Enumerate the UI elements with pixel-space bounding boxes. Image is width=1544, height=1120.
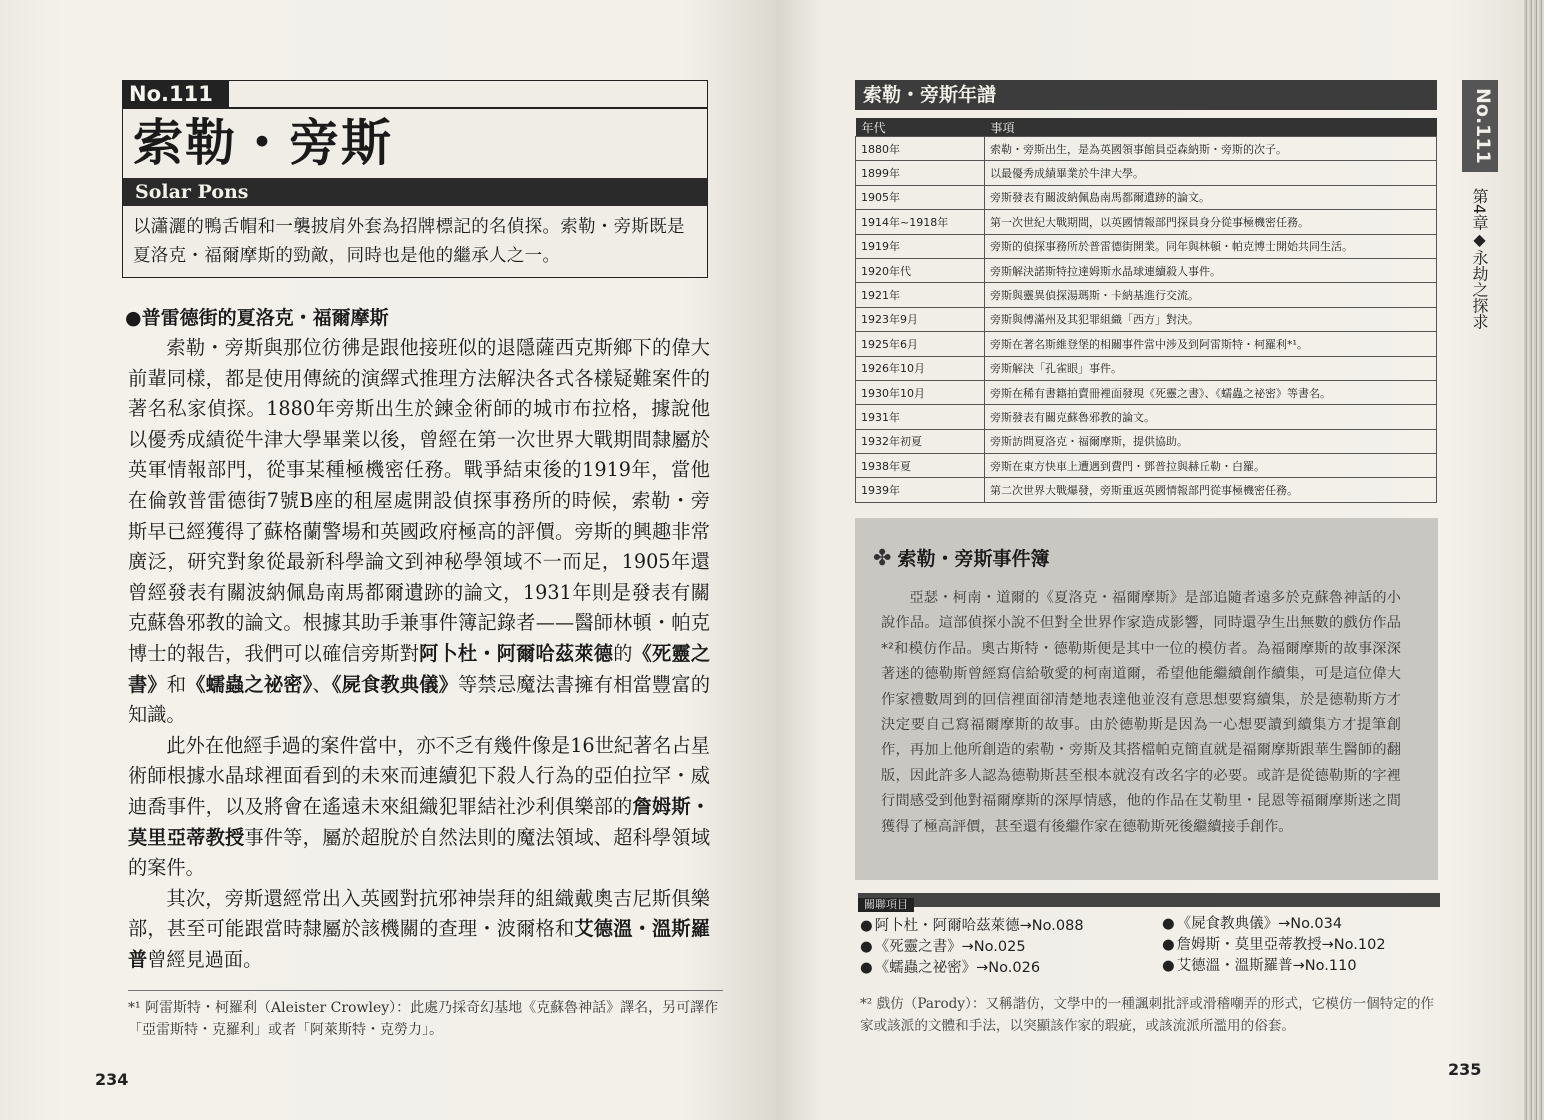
table-row [856,283,1437,307]
text-run: 事件等，屬於超脫於自然法則的魔法領域、超科學領域的案件。 [128,825,711,880]
row-year: 1880年 [856,137,985,161]
related-items-bar [858,893,1440,911]
entry-header-box [122,80,708,278]
table-row [856,332,1437,356]
row-event: 第二次世界大戰爆發，旁斯重返英國情報部門從事極機密任務。 [985,478,1437,502]
chronology-title: 索勒・旁斯年譜 [863,84,997,106]
text-run: 和 [166,672,187,696]
table-row [856,478,1437,502]
table-row [856,405,1437,429]
row-year: 1920年代 [856,258,985,282]
entry-title: 索勒・旁斯 [133,114,393,172]
row-year: 1926年10月 [856,356,985,380]
paragraph-1 [128,333,710,731]
table-row [856,356,1437,380]
table-row [856,258,1437,282]
row-event: 第一次世紀大戰期間，以英國情報部門探員身分從事極機密任務。 [985,210,1437,234]
related-item[interactable]: ● 《死靈之書》→No.025 [860,937,1084,958]
row-year: 1931年 [856,405,985,429]
page-edge [1524,0,1544,1120]
related-item[interactable]: ● 阿卜杜・阿爾哈茲萊德→No.088 [860,916,1084,937]
row-event: 旁斯的偵探事務所於普雷德街開業。同年與林頓・帕克博士開始共同生活。 [985,234,1437,258]
side-chapter-title: 第4章◆永劫之探求 [1470,187,1489,330]
chronology-rows [856,137,1437,503]
row-year: 1914年~1918年 [856,210,985,234]
related-items-right [1162,914,1386,977]
case-book-text: 亞瑟・柯南・道爾的《夏洛克・福爾摩斯》是部追隨者遠多於克蘇魯神話的小說作品。這部偵探小說不但對全世界作家造成影響，同時還孕生出無數的戲仿作品*²和模仿作品。奧古斯特・德勒斯便是其中一位的模仿者。為福爾摩斯的故事深深著迷的德勒斯曾經寫信給敬愛的柯南道爾，希望他能繼續創作續集，可是這位偉大作家禮數周到的回信裡面卻清楚地表達他並沒有意思想要寫續集，於是德勒斯方才決定要自己寫福爾摩斯的故事。由於德勒斯是因為一心想要讀到續集方才提筆創作，再加上他所創造的索勒・旁斯及其搭檔帕克簡直就是福爾摩斯跟華生醫師的翻版，因此許多人認為德勒斯甚至根本就沒有改名字的必要。或許是從德勒斯的字裡行間感受到他對福爾摩斯的深厚情感，他的作品在艾勒里・昆恩等福爾摩斯迷之間獲得了極高評價，甚至還有後繼作家在德勒斯死後繼續接手創作。 [881,590,1401,835]
related-item[interactable]: ● 艾德溫・溫斯羅普→No.110 [1162,956,1386,977]
row-year: 1923年9月 [856,307,985,331]
entry-summary: 以瀟灑的鴨舌帽和一襲披肩外套為招牌標記的名偵探。索勒・旁斯既是夏洛克・福爾摩斯的勁敵，同時也是他的繼承人之一。 [133,217,685,266]
table-row [856,234,1437,258]
row-year: 1939年 [856,478,985,502]
related-item[interactable]: ● 《屍食教典儀》→No.034 [1162,914,1386,935]
table-row [856,454,1437,478]
footnote-right: *² 戲仿（Parody）：又稱諧仿，文學中的一種諷刺批評或滑稽嘲弄的形式，它模仿一個特定的作家或該派的文體和手法，以突顯該作家的瑕疵，或該流派所濫用的俗套。 [860,996,1435,1034]
page-number-right: 235 [1448,1060,1482,1079]
bold-term: 《蠕蟲之祕密》 [186,672,313,696]
row-event: 旁斯解決「孔雀眼」事件。 [985,356,1437,380]
row-event: 旁斯在稀有書籍拍賣冊裡面發現《死靈之書》、《蠕蟲之祕密》等書名。 [985,380,1437,404]
table-row [856,185,1437,209]
english-title-bar [123,178,707,206]
case-book-title: 索勒・旁斯事件簿 [897,548,1050,570]
paragraph-2 [128,731,710,884]
row-year: 1899年 [856,161,985,185]
row-event: 旁斯在著名斯維登堡的相關事件當中涉及到阿雷斯特・柯羅利*¹。 [985,332,1437,356]
table-row [856,380,1437,404]
row-event: 旁斯發表有關克蘇魯邪教的論文。 [985,405,1437,429]
table-row [856,161,1437,185]
chronology-title-bar [855,80,1437,110]
row-event: 旁斯發表有關波納佩島南馬都爾遺跡的論文。 [985,185,1437,209]
text-run: 、 [312,672,332,696]
case-book-box [855,518,1438,880]
related-item[interactable]: ● 詹姆斯・莫里亞蒂教授→No.102 [1162,935,1386,956]
row-year: 1930年10月 [856,380,985,404]
body-text [128,333,710,975]
english-title: Solar Pons [135,181,249,203]
row-year: 1919年 [856,234,985,258]
row-event: 旁斯與傅滿州及其犯罪組織「西方」對決。 [985,307,1437,331]
column-header-year: 年代 [856,118,985,137]
row-event: 以最優秀成績畢業於牛津大學。 [985,161,1437,185]
bold-term: 《屍食教典儀》 [331,672,459,696]
case-book-heading [873,544,1049,571]
table-row [856,210,1437,234]
bold-term: 艾德溫・溫斯羅普 [128,917,711,971]
row-event: 旁斯訪問夏洛克・福爾摩斯，提供協助。 [985,429,1437,453]
text-run: 其次，旁斯還經常出入英國對抗邪神崇拜的組織戴奧吉尼斯俱樂部，甚至可能跟當時隸屬於該機關的查理・波爾格和 [128,886,710,941]
bold-term: 詹姆斯・莫里亞蒂教授 [128,794,711,849]
related-item[interactable]: ● 《蠕蟲之祕密》→No.026 [860,958,1084,979]
text-run: 等禁忌魔法書擁有相當豐富的知識。 [128,672,711,727]
text-run: 的 [613,641,633,665]
row-year: 1932年初夏 [856,429,985,453]
paragraph-3 [128,884,710,976]
section-heading: ●普雷德街的夏洛克・福爾摩斯 [125,307,389,329]
text-run: 此外在他經手過的案件當中，亦不乏有幾件像是16世紀著名占星術師根據水晶球裡面看到的未來而連續犯下殺人行為的亞伯拉罕・威迪喬事件，以及將會在遙遠未來組織犯罪結社沙利俱樂部的 [128,733,710,818]
row-year: 1938年夏 [856,454,985,478]
row-event: 旁斯與靈異偵探湯瑪斯・卡納基進行交流。 [985,283,1437,307]
table-row [856,429,1437,453]
entry-number: No.111 [123,81,229,107]
table-row [856,137,1437,161]
table-header-row [856,118,1437,137]
page-number-left: 234 [95,1070,129,1089]
chronology-table [855,118,1437,503]
footnote-left: *¹ 阿雷斯特・柯羅利（Aleister Crowley）：此處乃採奇幻基地《克蘇魯神話》譯名，另可譯作「亞雷斯特・克羅利」或者「阿萊斯特・克勞力」。 [128,990,723,1041]
side-entry-number: No.111 [1462,80,1498,172]
row-year: 1925年6月 [856,332,985,356]
bold-term: 阿卜杜・阿爾哈茲萊德 [419,641,614,665]
entry-number-band [123,81,707,109]
side-tab [1462,80,1498,329]
column-header-event: 事項 [985,118,1437,137]
table-row [856,307,1437,331]
fleur-icon: ✤ [873,546,892,571]
text-run: 曾經見過面。 [147,947,263,971]
related-items-label: 關聯項目 [858,898,914,912]
row-event: 索勒・旁斯出生，是為英國領事館員亞森納斯・旁斯的次子。 [985,137,1437,161]
bold-term: 《死靈之書》 [128,641,711,696]
row-event: 旁斯解決諾斯特拉達姆斯水晶球連續殺人事件。 [985,258,1437,282]
row-event: 旁斯在東方快車上遭遇到費門・鄧普拉與赫丘勒・白羅。 [985,454,1437,478]
row-year: 1905年 [856,185,985,209]
row-year: 1921年 [856,283,985,307]
text-run: 索勒・旁斯與那位彷彿是跟他接班似的退隱薩西克斯鄉下的偉大前輩同樣，都是使用傳統的演繹式推理方法解決各式各樣疑難案件的著名私家偵探。1880年旁斯出生於鍊金術師的城市布拉格，據說他以優秀成績從牛津大學畢業以後，曾經在第一次世界大戰期間隸屬於英軍情報部門，從事某種極機密任務。戰爭結束後的1919年，當他在倫敦普雷德街7號B座的租屋處開設偵探事務所的時候，索勒・旁斯早已經獲得了蘇格蘭警場和英國政府極高的評價。旁斯的興趣非常廣泛，研究對象從最新科學論文到神秘學領域不一而足，1905年還曾經發表有關波納佩島南馬都爾遺跡的論文，1931年則是發表有關克蘇魯邪教的論文。根據其助手兼事件簿記錄者——醫師林頓・帕克博士的報告，我們可以確信旁斯對 [128,336,710,665]
related-items-left [860,916,1084,979]
